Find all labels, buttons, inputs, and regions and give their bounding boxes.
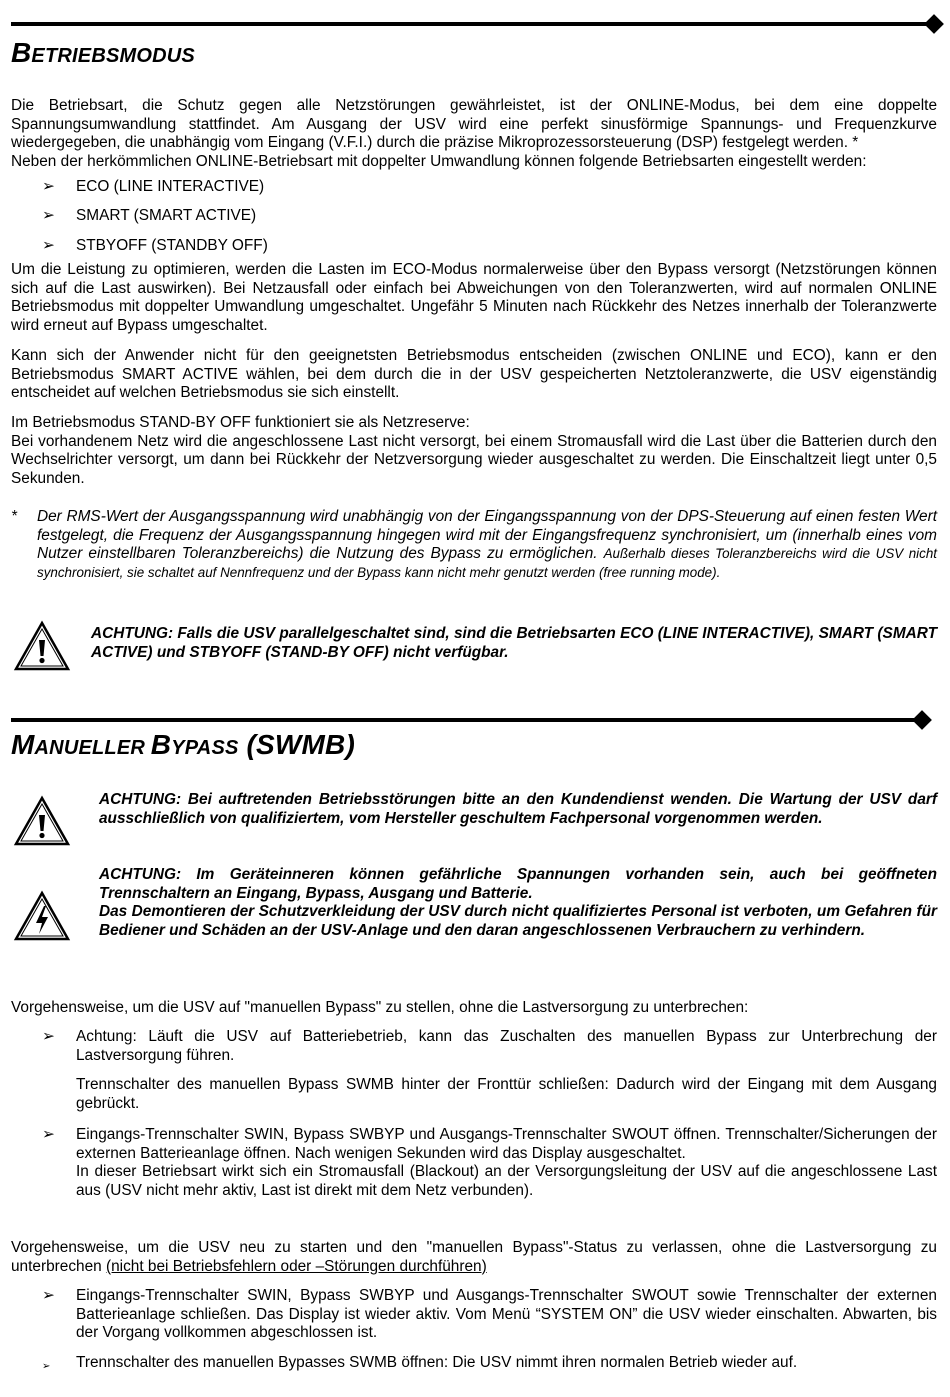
electric-hazard-icon: [13, 890, 71, 948]
arrow-bullet-icon: ➢: [42, 1126, 55, 1143]
warning-voltage: ACHTUNG: Im Geräteinneren können gefährliche Spannungen vorhanden sein, auch bei geöffneten Trennschaltern an Eingang, Bypass, Ausgang und Batterie. Das Demontieren der Schutzverkleidung der USV durch nicht qualifiziertes Personal ist verboten, um Gefahren für Bediener und Schäden an der USV-Anlage und den daran angeschlossenen Verbrauchern zu verhindern.: [99, 866, 937, 939]
arrow-bullet-icon: ➢: [42, 237, 55, 254]
section-title-manueller-bypass: MANUELLER BYPASS (SWMB): [11, 729, 356, 760]
warning-parallel: ACHTUNG: Falls die USV parallelgeschaltet sind, sind die Betriebsarten ECO (LINE INTERACTIVE), SMART (SMART ACTIVE) und STBYOFF (STAND-BY OFF) nicht verfügbar.: [91, 625, 937, 661]
eco-paragraph: Um die Leistung zu optimieren, werden die Lasten im ECO-Modus normalerweise über den Bypass versorgt (Netzstörungen können sich auf die Last auswirken). Bei Netzausfall oder einfach bei Abweichungen von den Toleranzwerten, wird auf normalen ONLINE Betriebsmodus mit doppelter Umwandlung umgeschaltet. Ungefähr 5 Minuten nach Rückkehr des Netzes innerhalb der Toleranzwerte wird erneut auf Bypass umgeschaltet.: [11, 261, 937, 334]
standby-paragraph: Im Betriebsmodus STAND-BY OFF funktioniert sie als Netzreserve: Bei vorhandenem Netz wird die angeschlossene Last nicht versorgt, bei einem Stromausfall wird die Last über die Batterien durch den Wechselrichter versorgt, um dann bei Rückkehr der Netzversorgung wieder ausgeschaltet zu werden. Die Einschaltzeit liegt unter 0,5 Sekunden.: [11, 414, 937, 487]
arrow-bullet-icon: ➢: [42, 1028, 55, 1045]
procedure1-intro: Vorgehensweise, um die USV auf "manuellen Bypass" zu stellen, ohne die Lastversorgung zu unterbrechen:: [11, 999, 749, 1016]
list-item: ➢ STBYOFF (STANDBY OFF): [42, 237, 268, 254]
divider-diamond-icon: [912, 710, 932, 730]
procedure2-intro: Vorgehensweise, um die USV neu zu starten und den "manuellen Bypass"-Status zu verlassen, ohne die Lastversorgung zu unterbrechen (nicht bei Betriebsfehlern oder –Störungen durchführen): [11, 1239, 937, 1275]
arrow-bullet-icon: ➢: [42, 178, 55, 195]
intro-paragraph: [11, 97, 937, 171]
list-item: ➢ Achtung: Läuft die USV auf Batteriebetrieb, kann das Zuschalten des manuellen Bypass zur Unterbrechung der Lastversorgung führen. Trennschalter des manuellen Bypass SWMB hinter der Fronttür schließen: Dadurch wird der Eingang mit dem Ausgang gebrückt.: [42, 1028, 937, 1112]
list-item: ➢ Eingangs-Trennschalter SWIN, Bypass SWBYP und Ausgangs-Trennschalter SWOUT sowie Trennschalter der externen Batterieanlage schließen. Das Display ist wieder aktiv. Vom Menü “SYSTEM ON” die USV wieder einschalten. Abwarten, bis der Vorgang vollkommen abgeschlossen ist.: [42, 1287, 937, 1342]
section-divider-top: [11, 22, 926, 26]
section-title-betriebsmodus: BETRIEBSMODUS: [11, 37, 195, 68]
arrow-bullet-icon: ➢: [42, 207, 55, 224]
footnote: * Der RMS-Wert der Ausgangsspannung wird unabhängig von der Eingangsspannung von der DPS-Steuerung auf einen festen Wert festgelegt, die Frequenz der Ausgangsspannung hingegen wird mit der Eingangsfrequenz synchronisiert, um (innerhalb eines vom Nutzer einstellbaren Toleranzbereichs) die Nutzung des Bypass zu ermöglichen. Außerhalb dieses Toleranzbereichs wird die USV nicht synchronisiert, sie schaltet auf Nennfrequenz und der Bypass kann nicht mehr genutzt werden (free running mode).: [11, 508, 937, 580]
section-divider: [11, 718, 926, 722]
warning-service: ACHTUNG: Bei auftretenden Betriebsstörungen bitte an den Kundendienst wenden. Die Wartung der USV darf ausschließlich von qualifiziertem, vom Hersteller geschultem Fachpersonal vorgenommen werden.: [99, 791, 937, 827]
list-item: ➢ ECO (LINE INTERACTIVE): [42, 178, 265, 195]
arrow-bullet-icon: ➢: [42, 1287, 55, 1304]
divider-diamond-icon: [924, 14, 944, 34]
warning-triangle-icon: [13, 795, 71, 853]
smart-paragraph: Kann sich der Anwender nicht für den geeignetsten Betriebsmodus entscheiden (zwischen ONLINE und ECO), kann er den Betriebsmodus SMART ACTIVE wählen, bei dem durch die in der USV gespeicherten Netztoleranzwerte, die USV eigenständig entscheidet auf welchen Betriebsmodus sie sich einstellt.: [11, 347, 937, 402]
list-item: ➢ SMART (SMART ACTIVE): [42, 207, 257, 224]
arrow-bullet-icon: ➢: [42, 1361, 51, 1372]
list-item: ➢ Trennschalter des manuellen Bypasses SWMB öffnen: Die USV nimmt ihren normalen Betrieb wieder auf.: [11, 1354, 937, 1373]
intro-text: Die Betriebsart, die Schutz gegen alle Netzstörungen gewährleistet, ist der ONLINE-Modus, bei dem eine doppelte Spannungsumwandlung stattfindet. Am Ausgang der USV wird eine perfekt sinusförmige Spannungs- und Frequenzkurve wiedergegeben, die unabhängig vom Eingang (V.F.I.) durch die präzise Mikroprozessorsteuerung (DSP) festgelegt werden. *: [11, 97, 937, 152]
warning-triangle-icon: [13, 620, 71, 678]
intro-text-2: Neben der herkömmlichen ONLINE-Betriebsart mit doppelter Umwandlung können folgende Betriebsarten eingestellt werden:: [11, 152, 867, 170]
list-item: ➢ Eingangs-Trennschalter SWIN, Bypass SWBYP und Ausgangs-Trennschalter SWOUT öffnen. Trennschalter/Sicherungen der externen Batterieanlage öffnen. Nach wenigen Sekunden wird das Display ausgeschaltet. In dieser Betriebsart wirkt sich ein Stromausfall (Blackout) an der Versorgungsleitung der USV auf die angeschlossene Last aus (USV nicht mehr aktiv, Last ist direkt mit dem Netz verbunden).: [42, 1126, 937, 1199]
